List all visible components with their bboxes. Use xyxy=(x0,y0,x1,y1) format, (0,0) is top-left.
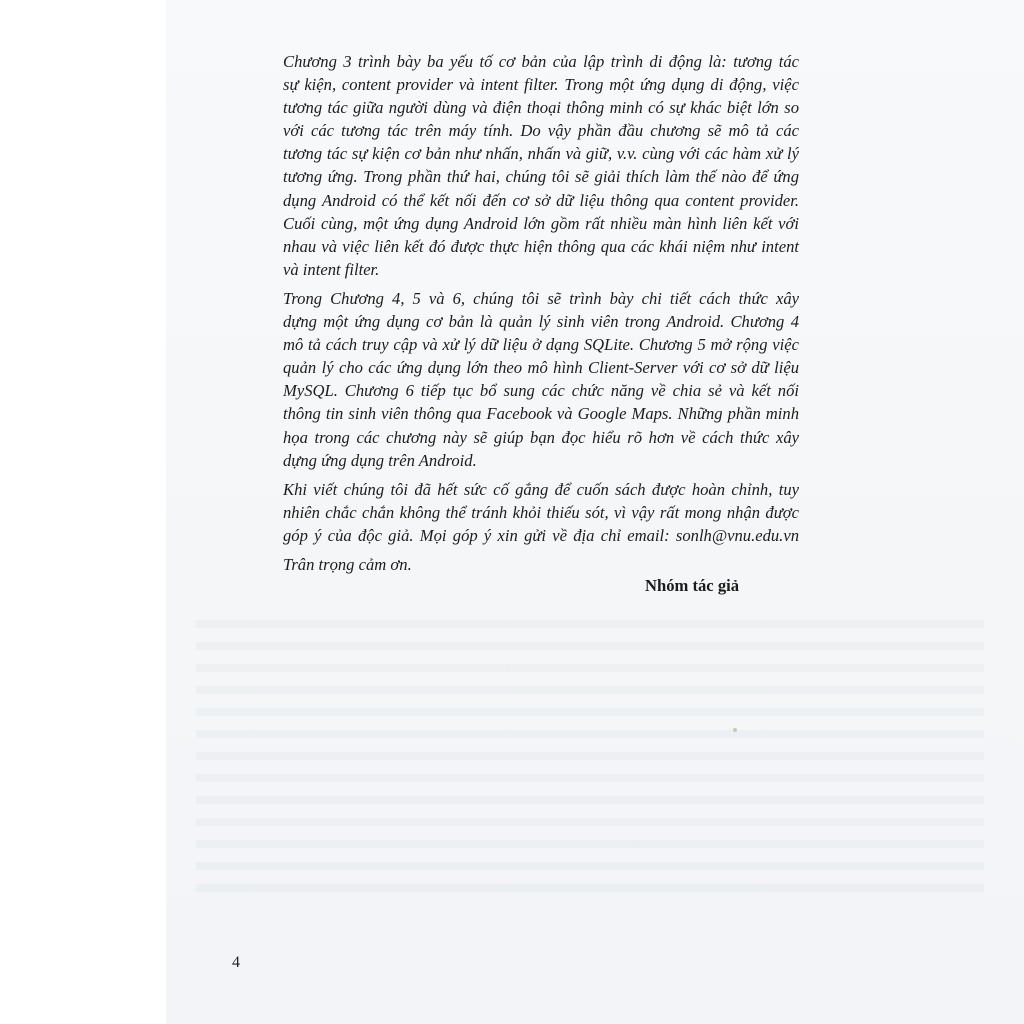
text-line: họa trong các chương này sẽ giúp bạn đọc hiểu rõ hơn về cách thức xây xyxy=(283,427,799,447)
text-line: nhau và việc liên kết đó được thực hiện thông qua các khái niệm như intent xyxy=(283,236,799,256)
text-line: Trân trọng cảm ơn. xyxy=(283,554,412,574)
text-line: sự kiện, content provider và intent filter. Trong một ứng dụng di động, việc xyxy=(283,75,799,95)
text-line: nhiên chắc chắn không thể tránh khỏi thiếu sót, vì vậy rất mong nhận được xyxy=(283,502,799,522)
author-signature: Nhóm tác giả xyxy=(645,576,740,595)
text-line: tương ứng. Trong phần thứ hai, chúng tôi sẽ giải thích làm thế nào để ứng xyxy=(283,167,799,187)
text-line: MySQL. Chương 6 tiếp tục bổ sung các chức năng về chia sẻ và kết nối xyxy=(283,381,799,401)
text-line: mô tả cách truy cập và xử lý dữ liệu ở dạng SQLite. Chương 5 mở rộng việc xyxy=(283,335,799,355)
text-line: Chương 3 trình bày ba yếu tố cơ bản của lập trình di động là: tương tác xyxy=(283,52,799,71)
paper-speck xyxy=(733,728,737,732)
text-line: tương tác giữa người dùng và điện thoại thông minh có sự khác biệt lớn so xyxy=(283,98,799,118)
body-text xyxy=(283,50,799,582)
text-line: tương tác sự kiện cơ bản như nhấn, nhấn và giữ, v.v. cùng với các hàm xử lý xyxy=(283,144,799,164)
text-line: với các tương tác trên máy tính. Do vậy phần đầu chương sẽ mô tả các xyxy=(283,121,799,141)
text-line: thông tin sinh viên thông qua Facebook và Google Maps. Những phần minh xyxy=(283,404,799,424)
text-line: quản lý cho các ứng dụng lớn theo mô hình Client-Server với cơ sở dữ liệu xyxy=(283,358,799,378)
text-line: dụng Android có thể kết nối đến cơ sở dữ liệu thông qua content provider. xyxy=(283,190,799,210)
text-line: và intent filter. xyxy=(283,259,380,279)
paragraph-chapters-4-6 xyxy=(283,287,799,472)
paragraph-chapter-3 xyxy=(283,50,799,281)
paragraph-feedback xyxy=(283,478,799,547)
text-line: Trong Chương 4, 5 và 6, chúng tôi sẽ trình bày chi tiết cách thức xây xyxy=(283,288,799,308)
page-number: 4 xyxy=(232,954,240,971)
text-line: Khi viết chúng tôi đã hết sức cố gắng để cuốn sách được hoàn chỉnh, tuy xyxy=(283,479,799,499)
text-line: dựng ứng dụng trên Android. xyxy=(283,450,477,470)
text-line: dựng một ứng dụng cơ bản là quản lý sinh viên trong Android. Chương 4 xyxy=(283,312,799,332)
text-line: góp ý của độc giả. Mọi góp ý xin gửi về địa chỉ email: sonlh@vnu.edu.vn xyxy=(283,525,799,545)
text-line: Cuối cùng, một ứng dụng Android lớn gồm rất nhiều màn hình liên kết với xyxy=(283,213,799,233)
paragraph-thanks xyxy=(283,553,799,576)
